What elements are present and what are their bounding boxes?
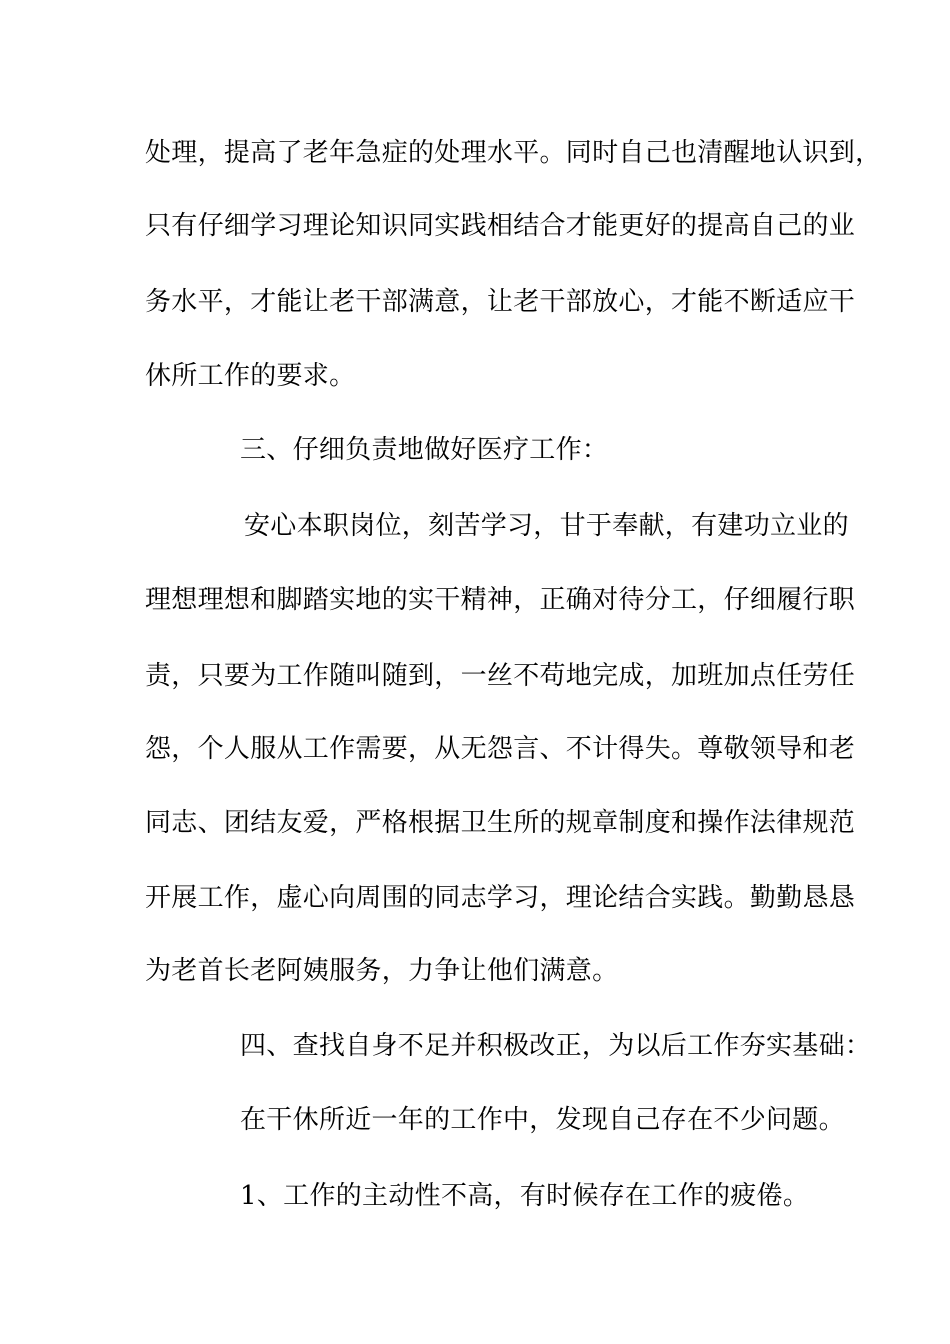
body-line: 务水平，才能让老干部满意，让老干部放心，才能不断适应干 bbox=[145, 287, 856, 317]
section-heading: 四、查找自身不足并积极改正，为以后工作夯实基础： bbox=[240, 1031, 872, 1061]
body-line: 同志、团结友爱，严格根据卫生所的规章制度和操作法律规范 bbox=[145, 808, 856, 838]
body-line: 处理，提高了老年急症的处理水平。同时自己也清醒地认识到， bbox=[145, 138, 882, 168]
body-line: 在干休所近一年的工作中，发现自己存在不少问题。 bbox=[240, 1105, 845, 1135]
list-item: 1、工作的主动性不高，有时候存在工作的疲倦。 bbox=[240, 1181, 810, 1211]
body-line: 怨，个人服从工作需要，从无怨言、不计得失。尊敬领导和老 bbox=[145, 734, 856, 764]
section-heading: 三、仔细负责地做好医疗工作： bbox=[240, 435, 609, 465]
body-line: 开展工作，虚心向周围的同志学习，理论结合实践。勤勤恳恳 bbox=[145, 883, 856, 913]
body-line: 安心本职岗位，刻苦学习，甘于奉献，有建功立业的 bbox=[244, 511, 849, 541]
body-line: 为老首长老阿姨服务，力争让他们满意。 bbox=[145, 956, 619, 986]
body-line: 只有仔细学习理论知识同实践相结合才能更好的提高自己的业 bbox=[145, 211, 856, 241]
body-line: 休所工作的要求。 bbox=[145, 361, 356, 391]
body-line: 理想理想和脚踏实地的实干精神，正确对待分工，仔细履行职 bbox=[145, 585, 856, 615]
body-line: 责，只要为工作随叫随到，一丝不苟地完成，加班加点任劳任 bbox=[145, 661, 856, 691]
